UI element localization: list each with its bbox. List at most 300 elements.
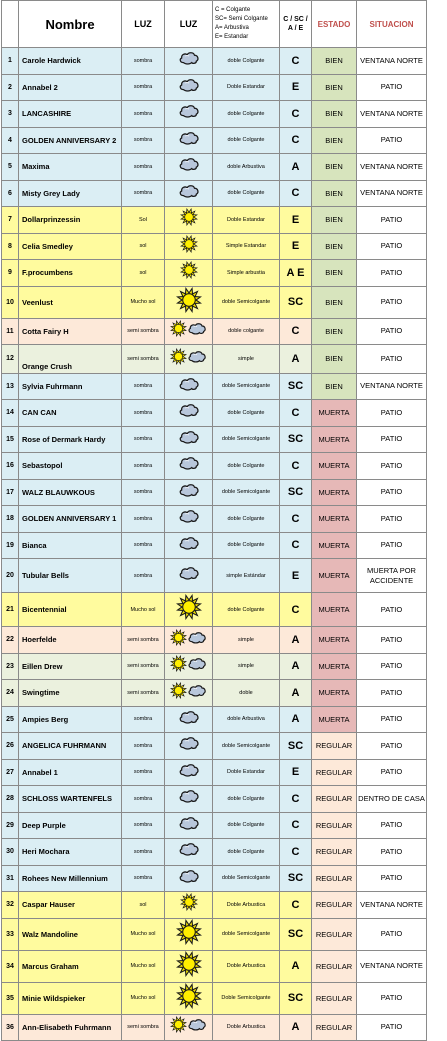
row-number: 1 bbox=[2, 48, 19, 75]
plant-type: Doble Arbustica bbox=[213, 1014, 280, 1041]
plant-class: C bbox=[280, 786, 312, 813]
row-number: 5 bbox=[2, 154, 19, 181]
plant-type: doble Semicolgante bbox=[213, 733, 280, 760]
plant-location: VENTANA NORTE bbox=[357, 101, 427, 128]
light-level: sombra bbox=[122, 559, 165, 593]
row-number: 26 bbox=[2, 733, 19, 760]
cloud-icon bbox=[178, 402, 200, 418]
plant-class: SC bbox=[280, 286, 312, 318]
table-row bbox=[2, 479, 427, 506]
plant-location: VENTANA NORTE bbox=[357, 892, 427, 919]
table-row bbox=[2, 74, 427, 101]
plant-name[interactable]: Ampies Berg bbox=[19, 706, 122, 733]
row-number: 3 bbox=[2, 101, 19, 128]
cloud-icon bbox=[178, 429, 200, 445]
plant-name[interactable]: WALZ BLAUWKOUS bbox=[19, 479, 122, 506]
cloud-icon bbox=[178, 482, 200, 498]
big-sun-icon bbox=[176, 919, 202, 945]
light-icon-cell bbox=[165, 233, 213, 260]
plant-type: doble Colgante bbox=[213, 812, 280, 839]
plant-location: VENTANA NORTE bbox=[357, 154, 427, 181]
table-row bbox=[2, 950, 427, 982]
row-number: 36 bbox=[2, 1014, 19, 1041]
plant-status: BIEN bbox=[312, 101, 357, 128]
plant-class: E bbox=[280, 559, 312, 593]
plant-name[interactable]: Eillen Drew bbox=[19, 653, 122, 680]
light-icon-cell bbox=[165, 506, 213, 533]
table-row bbox=[2, 593, 427, 627]
plant-type: doble Colgante bbox=[213, 180, 280, 207]
light-level: Mucho sol bbox=[122, 286, 165, 318]
row-number: 6 bbox=[2, 180, 19, 207]
plant-name[interactable]: Hoerfelde bbox=[19, 627, 122, 654]
table-row bbox=[2, 733, 427, 760]
light-level: semi sombra bbox=[122, 680, 165, 707]
row-number: 21 bbox=[2, 593, 19, 627]
table-row bbox=[2, 680, 427, 707]
plant-type: simple Estándar bbox=[213, 559, 280, 593]
spreadsheet bbox=[1, 0, 426, 1041]
sun-cloud-icon bbox=[170, 320, 207, 342]
table-row bbox=[2, 260, 427, 287]
sun-icon bbox=[180, 893, 198, 911]
row-number: 34 bbox=[2, 950, 19, 982]
row-number: 33 bbox=[2, 918, 19, 950]
table-row bbox=[2, 426, 427, 453]
sun-cloud-icon bbox=[170, 655, 207, 677]
plant-type: doble Colgante bbox=[213, 506, 280, 533]
table-row bbox=[2, 48, 427, 75]
row-number: 12 bbox=[2, 345, 19, 374]
cloud-icon bbox=[178, 841, 200, 857]
plant-name[interactable]: Maxima bbox=[19, 154, 122, 181]
light-icon-cell bbox=[165, 950, 213, 982]
table-row bbox=[2, 532, 427, 559]
light-level: sombra bbox=[122, 479, 165, 506]
plant-location: VENTANA NORTE bbox=[357, 48, 427, 75]
plant-status: MUERTA bbox=[312, 680, 357, 707]
table-row bbox=[2, 207, 427, 234]
legend-line: A= Arbustiva bbox=[215, 25, 249, 31]
plant-location: PATIO bbox=[357, 532, 427, 559]
plant-class: A bbox=[280, 627, 312, 654]
plant-status: MUERTA bbox=[312, 706, 357, 733]
plant-name[interactable]: LANCASHIRE bbox=[19, 101, 122, 128]
light-level: Sol bbox=[122, 207, 165, 234]
big-sun-icon bbox=[176, 951, 202, 977]
plant-location: PATIO bbox=[357, 233, 427, 260]
row-number: 24 bbox=[2, 680, 19, 707]
row-number: 32 bbox=[2, 892, 19, 919]
plant-name[interactable]: Annabel 2 bbox=[19, 74, 122, 101]
plant-type: Doble Estandar bbox=[213, 74, 280, 101]
light-level: sombra bbox=[122, 180, 165, 207]
table-row bbox=[2, 345, 427, 374]
table-row bbox=[2, 453, 427, 480]
light-level: sombra bbox=[122, 400, 165, 427]
row-number: 20 bbox=[2, 559, 19, 593]
row-number: 29 bbox=[2, 812, 19, 839]
plant-name[interactable]: ANGELICA FUHRMANN bbox=[19, 733, 122, 760]
big-sun-icon bbox=[176, 594, 202, 620]
plant-name[interactable]: Bianca bbox=[19, 532, 122, 559]
row-number: 11 bbox=[2, 318, 19, 345]
row-number: 35 bbox=[2, 982, 19, 1014]
plant-location: PATIO bbox=[357, 982, 427, 1014]
plant-type: doble Semicolgante bbox=[213, 918, 280, 950]
row-number: 18 bbox=[2, 506, 19, 533]
plant-class: A bbox=[280, 653, 312, 680]
plant-name[interactable]: Dollarprinzessin bbox=[19, 207, 122, 234]
row-number: 4 bbox=[2, 127, 19, 154]
plant-type: doble colgante bbox=[213, 318, 280, 345]
header-situacion: SITUACION bbox=[357, 1, 427, 48]
plant-status: REGULAR bbox=[312, 733, 357, 760]
light-icon-cell bbox=[165, 479, 213, 506]
table-row bbox=[2, 180, 427, 207]
plant-location: VENTANA NORTE bbox=[357, 950, 427, 982]
row-number: 28 bbox=[2, 786, 19, 813]
table-row bbox=[2, 154, 427, 181]
plant-status: REGULAR bbox=[312, 950, 357, 982]
cloud-icon bbox=[178, 376, 200, 392]
plant-type: doble bbox=[213, 680, 280, 707]
light-icon-cell bbox=[165, 453, 213, 480]
light-icon-cell bbox=[165, 733, 213, 760]
plant-class: C bbox=[280, 593, 312, 627]
plant-status: REGULAR bbox=[312, 865, 357, 892]
plant-type: Simple Estandar bbox=[213, 233, 280, 260]
header-row bbox=[2, 1, 427, 48]
table-row bbox=[2, 653, 427, 680]
plant-class: A bbox=[280, 345, 312, 374]
plant-type: Doble Arbustica bbox=[213, 950, 280, 982]
light-level: sombra bbox=[122, 532, 165, 559]
table-row bbox=[2, 892, 427, 919]
light-level: sol bbox=[122, 892, 165, 919]
table-row bbox=[2, 127, 427, 154]
light-level: sombra bbox=[122, 426, 165, 453]
light-icon-cell bbox=[165, 400, 213, 427]
plant-location: PATIO bbox=[357, 506, 427, 533]
plant-class: C bbox=[280, 892, 312, 919]
plant-type: doble Arbustiva bbox=[213, 154, 280, 181]
plant-type: Simple arbustia bbox=[213, 260, 280, 287]
light-icon-cell bbox=[165, 892, 213, 919]
plant-location: MUERTA POR ACCIDENTE bbox=[357, 559, 427, 593]
plant-type: doble Colgante bbox=[213, 453, 280, 480]
plant-type: doble Colgante bbox=[213, 101, 280, 128]
plant-location: PATIO bbox=[357, 74, 427, 101]
header-estado: ESTADO bbox=[312, 1, 357, 48]
plant-name[interactable]: Celia Smedley bbox=[19, 233, 122, 260]
fuchsia-table bbox=[1, 0, 427, 1041]
plant-name[interactable]: Sylvia Fuhrmann bbox=[19, 373, 122, 400]
light-level: sombra bbox=[122, 453, 165, 480]
plant-class: A bbox=[280, 680, 312, 707]
table-row bbox=[2, 839, 427, 866]
plant-name[interactable]: Minie Wildspieker bbox=[19, 982, 122, 1014]
light-level: sol bbox=[122, 233, 165, 260]
light-icon-cell bbox=[165, 127, 213, 154]
table-row bbox=[2, 759, 427, 786]
light-level: sombra bbox=[122, 154, 165, 181]
light-level: Mucho sol bbox=[122, 593, 165, 627]
cloud-icon bbox=[178, 156, 200, 172]
cloud-icon bbox=[178, 735, 200, 751]
plant-status: MUERTA bbox=[312, 479, 357, 506]
light-icon-cell bbox=[165, 74, 213, 101]
sun-icon bbox=[180, 208, 198, 226]
plant-location: VENTANA NORTE bbox=[357, 180, 427, 207]
table-row bbox=[2, 918, 427, 950]
plant-status: MUERTA bbox=[312, 627, 357, 654]
plant-class: C bbox=[280, 839, 312, 866]
row-number: 23 bbox=[2, 653, 19, 680]
table-row bbox=[2, 559, 427, 593]
plant-location: PATIO bbox=[357, 207, 427, 234]
cloud-icon bbox=[178, 455, 200, 471]
plant-status: BIEN bbox=[312, 74, 357, 101]
cloud-icon bbox=[178, 788, 200, 804]
plant-name[interactable]: F.procumbens bbox=[19, 260, 122, 287]
light-icon-cell bbox=[165, 653, 213, 680]
plant-type: doble Semicolgante bbox=[213, 865, 280, 892]
plant-type: doble Colgante bbox=[213, 593, 280, 627]
plant-type: simple bbox=[213, 345, 280, 374]
plant-status: MUERTA bbox=[312, 506, 357, 533]
light-level: sombra bbox=[122, 506, 165, 533]
light-icon-cell bbox=[165, 839, 213, 866]
plant-status: BIEN bbox=[312, 207, 357, 234]
plant-location: PATIO bbox=[357, 127, 427, 154]
plant-name[interactable]: Caspar Hauser bbox=[19, 892, 122, 919]
plant-name[interactable]: Rose of Dermark Hardy bbox=[19, 426, 122, 453]
light-icon-cell bbox=[165, 207, 213, 234]
cloud-icon bbox=[178, 103, 200, 119]
plant-class: C bbox=[280, 180, 312, 207]
plant-type: doble Colgante bbox=[213, 532, 280, 559]
plant-status: BIEN bbox=[312, 318, 357, 345]
light-level: sombra bbox=[122, 839, 165, 866]
plant-location: DENTRO DE CASA bbox=[357, 786, 427, 813]
plant-class: SC bbox=[280, 373, 312, 400]
plant-class: SC bbox=[280, 426, 312, 453]
plant-location: PATIO bbox=[357, 839, 427, 866]
plant-name[interactable]: Sebastopol bbox=[19, 453, 122, 480]
plant-class: SC bbox=[280, 479, 312, 506]
plant-type: simple bbox=[213, 653, 280, 680]
light-level: sombra bbox=[122, 733, 165, 760]
plant-status: BIEN bbox=[312, 48, 357, 75]
table-row bbox=[2, 982, 427, 1014]
plant-name[interactable]: Rohees New Millennium bbox=[19, 865, 122, 892]
plant-status: BIEN bbox=[312, 286, 357, 318]
cloud-icon bbox=[178, 868, 200, 884]
plant-name[interactable]: GOLDEN ANNIVERSARY 1 bbox=[19, 506, 122, 533]
row-number: 31 bbox=[2, 865, 19, 892]
plant-name[interactable]: Marcus Graham bbox=[19, 950, 122, 982]
light-level: sombra bbox=[122, 706, 165, 733]
cloud-icon bbox=[178, 815, 200, 831]
light-level: sol bbox=[122, 260, 165, 287]
table-row bbox=[2, 506, 427, 533]
light-icon-cell bbox=[165, 180, 213, 207]
plant-name[interactable]: Walz Mandoline bbox=[19, 918, 122, 950]
plant-class: E bbox=[280, 759, 312, 786]
plant-status: REGULAR bbox=[312, 1014, 357, 1041]
table-row bbox=[2, 400, 427, 427]
light-level: sombra bbox=[122, 48, 165, 75]
plant-type: Doble Estandar bbox=[213, 759, 280, 786]
plant-class: E bbox=[280, 233, 312, 260]
cloud-icon bbox=[178, 762, 200, 778]
light-icon-cell bbox=[165, 706, 213, 733]
sun-icon bbox=[180, 235, 198, 253]
plant-name[interactable]: Annabel 1 bbox=[19, 759, 122, 786]
row-number: 13 bbox=[2, 373, 19, 400]
plant-location: PATIO bbox=[357, 286, 427, 318]
sun-cloud-icon bbox=[170, 629, 207, 651]
row-number: 14 bbox=[2, 400, 19, 427]
plant-name[interactable]: Veenlust bbox=[19, 286, 122, 318]
plant-name[interactable]: SCHLOSS WARTENFELS bbox=[19, 786, 122, 813]
plant-name[interactable]: Misty Grey Lady bbox=[19, 180, 122, 207]
legend-line: C = Colgante bbox=[215, 7, 251, 13]
plant-location: PATIO bbox=[357, 345, 427, 374]
light-icon-cell bbox=[165, 260, 213, 287]
plant-status: MUERTA bbox=[312, 426, 357, 453]
plant-status: MUERTA bbox=[312, 559, 357, 593]
cloud-icon bbox=[178, 535, 200, 551]
plant-location: PATIO bbox=[357, 318, 427, 345]
plant-status: BIEN bbox=[312, 154, 357, 181]
plant-location: PATIO bbox=[357, 453, 427, 480]
row-number: 27 bbox=[2, 759, 19, 786]
light-icon-cell bbox=[165, 373, 213, 400]
row-number: 7 bbox=[2, 207, 19, 234]
plant-status: MUERTA bbox=[312, 400, 357, 427]
plant-type: doble Semicolgante bbox=[213, 286, 280, 318]
plant-name[interactable]: Heri Mochara bbox=[19, 839, 122, 866]
table-row bbox=[2, 318, 427, 345]
cloud-icon bbox=[178, 77, 200, 93]
row-number: 17 bbox=[2, 479, 19, 506]
light-level: Mucho sol bbox=[122, 918, 165, 950]
sun-cloud-icon bbox=[170, 1016, 207, 1038]
plant-type: doble Semicolgante bbox=[213, 426, 280, 453]
plant-location: PATIO bbox=[357, 426, 427, 453]
plant-status: BIEN bbox=[312, 373, 357, 400]
light-level: semi sombra bbox=[122, 1014, 165, 1041]
plant-class: A bbox=[280, 1014, 312, 1041]
plant-name[interactable]: Ann-Elisabeth Fuhrmann bbox=[19, 1014, 122, 1041]
light-icon-cell bbox=[165, 532, 213, 559]
plant-status: MUERTA bbox=[312, 532, 357, 559]
table-row bbox=[2, 812, 427, 839]
table-row bbox=[2, 286, 427, 318]
legend-line: E= Estandar bbox=[215, 34, 249, 40]
light-level: semi sombra bbox=[122, 653, 165, 680]
plant-type: doble Arbustiva bbox=[213, 706, 280, 733]
plant-type: doble Colgante bbox=[213, 400, 280, 427]
light-level: sombra bbox=[122, 101, 165, 128]
light-icon-cell bbox=[165, 1014, 213, 1041]
table-row bbox=[2, 865, 427, 892]
light-icon-cell bbox=[165, 559, 213, 593]
light-level: semi sombra bbox=[122, 345, 165, 374]
plant-location: PATIO bbox=[357, 812, 427, 839]
plant-location: PATIO bbox=[357, 479, 427, 506]
plant-type: doble Semicolgante bbox=[213, 479, 280, 506]
plant-status: MUERTA bbox=[312, 453, 357, 480]
light-icon-cell bbox=[165, 101, 213, 128]
big-sun-icon bbox=[176, 983, 202, 1009]
plant-name[interactable]: Orange Crush bbox=[19, 345, 122, 374]
plant-name[interactable]: CAN CAN bbox=[19, 400, 122, 427]
row-number: 8 bbox=[2, 233, 19, 260]
light-level: sombra bbox=[122, 865, 165, 892]
plant-class: A bbox=[280, 154, 312, 181]
plant-status: REGULAR bbox=[312, 982, 357, 1014]
legend-line: SC= Semi Colgante bbox=[215, 16, 268, 22]
plant-name[interactable]: Bicentennial bbox=[19, 593, 122, 627]
plant-class: C bbox=[280, 812, 312, 839]
light-icon-cell bbox=[165, 812, 213, 839]
table-row bbox=[2, 627, 427, 654]
plant-type: Doble Estandar bbox=[213, 207, 280, 234]
plant-status: BIEN bbox=[312, 233, 357, 260]
plant-location: PATIO bbox=[357, 680, 427, 707]
row-number: 10 bbox=[2, 286, 19, 318]
plant-class: SC bbox=[280, 918, 312, 950]
plant-class: SC bbox=[280, 733, 312, 760]
plant-name[interactable]: Tubular Bells bbox=[19, 559, 122, 593]
plant-name[interactable]: Deep Purple bbox=[19, 812, 122, 839]
plant-class: C bbox=[280, 48, 312, 75]
plant-class: C bbox=[280, 127, 312, 154]
header-nombre: Nombre bbox=[19, 1, 122, 48]
table-row bbox=[2, 786, 427, 813]
plant-class: C bbox=[280, 101, 312, 128]
light-level: sombra bbox=[122, 786, 165, 813]
light-icon-cell bbox=[165, 627, 213, 654]
sun-cloud-icon bbox=[170, 348, 207, 370]
plant-location: PATIO bbox=[357, 865, 427, 892]
plant-status: BIEN bbox=[312, 127, 357, 154]
light-icon-cell bbox=[165, 48, 213, 75]
plant-location: PATIO bbox=[357, 627, 427, 654]
light-icon-cell bbox=[165, 982, 213, 1014]
light-icon-cell bbox=[165, 426, 213, 453]
light-level: sombra bbox=[122, 74, 165, 101]
light-level: Mucho sol bbox=[122, 950, 165, 982]
light-level: semi sombra bbox=[122, 318, 165, 345]
plant-location: PATIO bbox=[357, 260, 427, 287]
plant-status: REGULAR bbox=[312, 759, 357, 786]
plant-name[interactable]: Carole Hardwick bbox=[19, 48, 122, 75]
plant-name[interactable]: Cotta Fairy H bbox=[19, 318, 122, 345]
plant-name[interactable]: Swingtime bbox=[19, 680, 122, 707]
plant-type: Doble Semicolgante bbox=[213, 982, 280, 1014]
light-level: sombra bbox=[122, 812, 165, 839]
row-number: 30 bbox=[2, 839, 19, 866]
plant-name[interactable]: GOLDEN ANNIVERSARY 2 bbox=[19, 127, 122, 154]
plant-class: C bbox=[280, 400, 312, 427]
row-number: 19 bbox=[2, 532, 19, 559]
plant-status: BIEN bbox=[312, 345, 357, 374]
plant-type: doble Semicolgante bbox=[213, 373, 280, 400]
